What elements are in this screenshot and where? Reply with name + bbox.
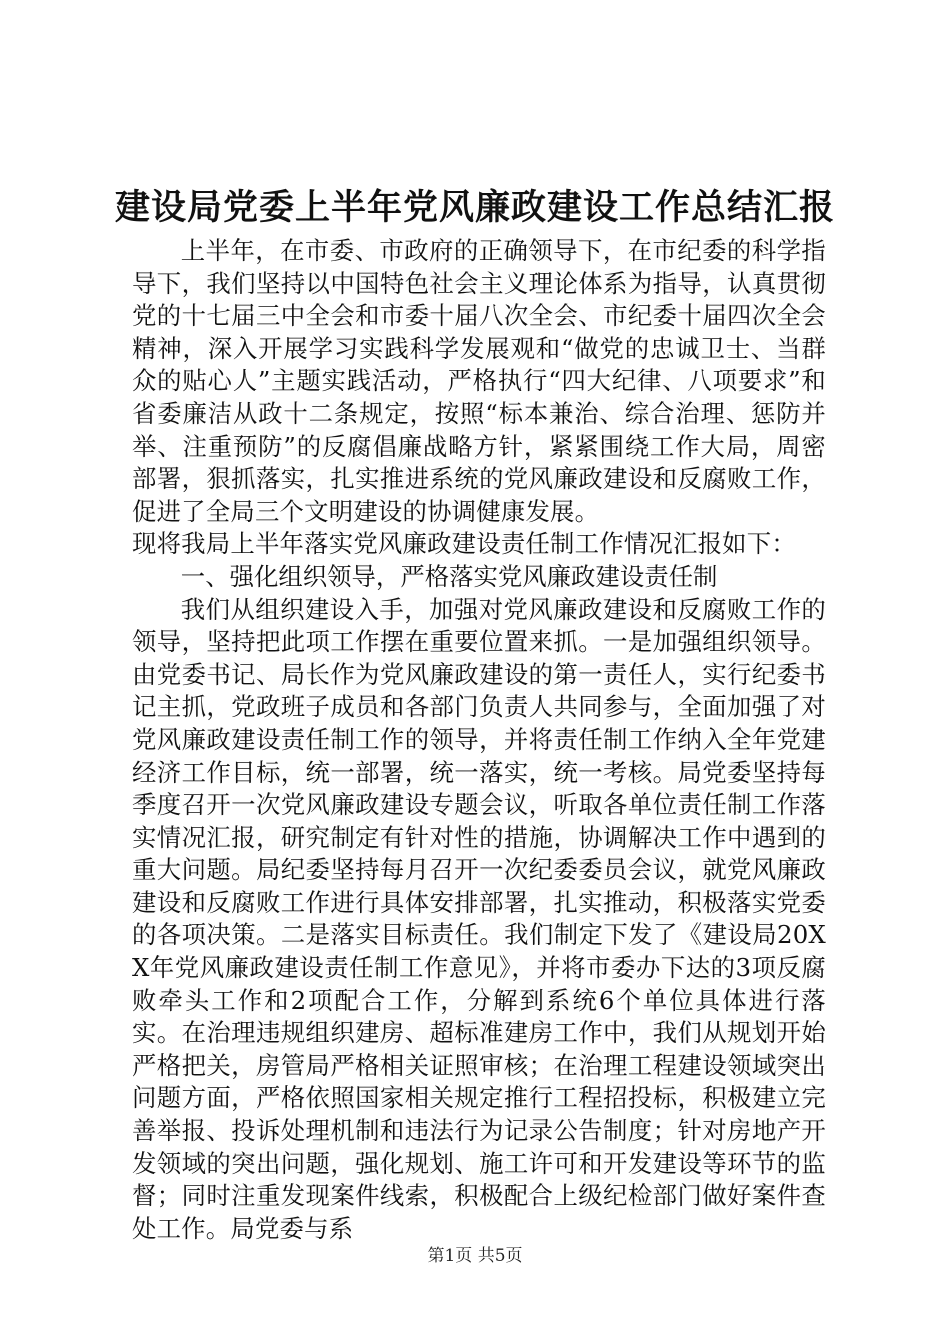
body-paragraph-transition: 现将我局上半年落实党风廉政建设责任制工作情况汇报如下： — [132, 529, 796, 559]
document-title: 建设局党委上半年党风廉政建设工作总结汇报 — [114, 187, 835, 228]
body-paragraph-intro: 上半年，在市委、市政府的正确领导下，在市纪委的科学指导下，我们坚持以中国特色社会主义理论体系为指导，认真贯彻党的十七届三中全会和市委十届八次全会、市纪委十届四次全会精神，深入开展学习实践科学发展观和“做党的忠诚卫士、当群众的贴心人”主题实践活动，严格执行“四大纪律、八项要求”和省委廉洁从政十二条规定，按照“标本兼治、综合治理、惩防并举、注重预防”的反腐倡廉战略方针，紧紧围绕工作大局，周密部署，狠抓落实，扎实推进系统的党风廉政建设和反腐败工作，促进了全局三个文明建设的协调健康发展。 — [132, 236, 826, 526]
page-footer: 第1页 共5页 — [427, 1246, 523, 1266]
body-paragraph-section-1: 我们从组织建设入手，加强对党风廉政建设和反腐败工作的领导，坚持把此项工作摆在重要位置来抓。一是加强组织领导。由党委书记、局长作为党风廉政建设的第一责任人，实行纪委书记主抓，党政班子成员和各部门负责人共同参与，全面加强了对党风廉政建设责任制工作的领导，并将责任制工作纳入全年党建经济工作目标，统一部署，统一落实，统一考核。局党委坚持每季度召开一次党风廉政建设专题会议，听取各单位责任制工作落实情况汇报，研究制定有针对性的措施，协调解决工作中遇到的重大问题。局纪委坚持每月召开一次纪委委员会议，就党风廉政建设和反腐败工作进行具体安排部署，扎实推动，积极落实党委的各项决策。二是落实目标责任。我们制定下发了《建设局20XX年党风廉政建设责任制工作意见》，并将市委办下达的3项反腐败牵头工作和2项配合工作，分解到系统6个单位具体进行落实。在治理违规组织建房、超标准建房工作中，我们从规划开始严格把关，房管局严格相关证照审核；在治理工程建设领域突出问题方面，严格依照国家相关规定推行工程招投标，积极建立完善举报、投诉处理机制和违法行为记录公告制度；针对房地产开发领域的突出问题，强化规划、施工许可和开发建设等环节的监督；同时注重发现案件线索，积极配合上级纪检部门做好案件查处工作。局党委与系 — [132, 594, 826, 1243]
section-heading-1: 一、强化组织领导，严格落实党风廉政建设责任制 — [180, 561, 718, 591]
document-body — [132, 235, 826, 1245]
